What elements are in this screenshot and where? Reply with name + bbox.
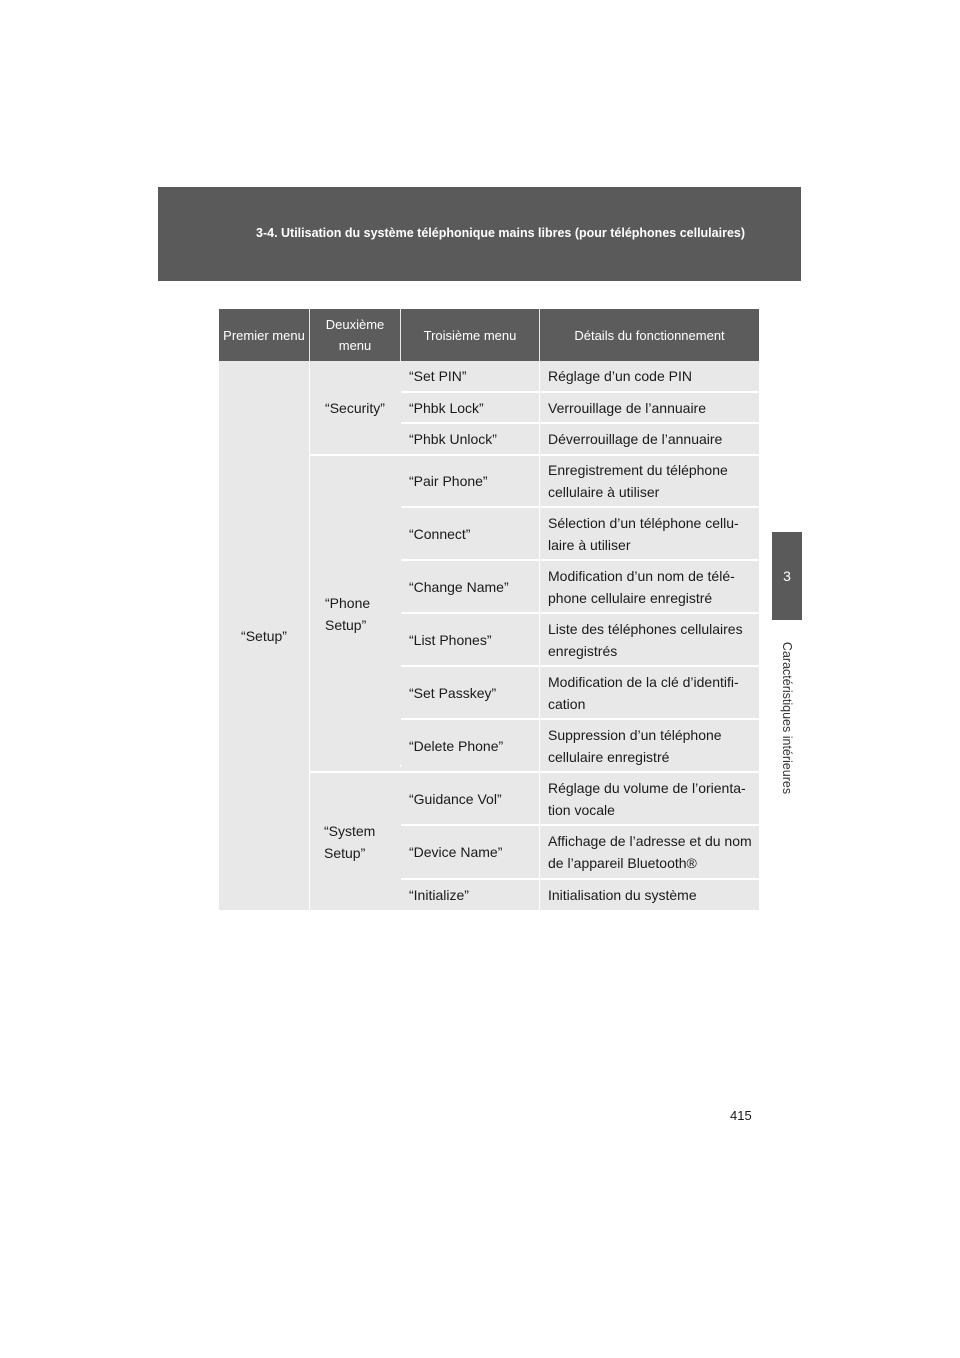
first-menu-cell bbox=[219, 361, 309, 910]
third-menu-cell: “List Phones” bbox=[409, 631, 492, 648]
details-cell: Modification de la clé d’identifi-cation bbox=[548, 673, 739, 712]
column-header-third-menu: Troisième menu bbox=[401, 309, 539, 361]
third-menu-cell: “Pair Phone” bbox=[409, 473, 488, 489]
third-menu-cell: “Initialize” bbox=[409, 887, 469, 903]
second-menu-label: “System Setup” bbox=[324, 822, 376, 861]
second-menu-cell bbox=[310, 456, 400, 771]
column-header-details: Détails du fonctionnement bbox=[540, 309, 759, 361]
details-cell: Suppression d’un téléphone cellulaire enregistré bbox=[548, 726, 722, 765]
column-header-first-menu: Premier menu bbox=[219, 309, 309, 361]
chapter-side-label: Caractéristiques intérieures bbox=[780, 641, 794, 795]
chapter-number-tab bbox=[772, 532, 802, 620]
details-cell: Affichage de l’adresse et du nom de l’appareil Bluetooth® bbox=[548, 833, 752, 871]
third-menu-cell: “Set Passkey” bbox=[409, 684, 497, 701]
details-cell: Réglage d’un code PIN bbox=[548, 368, 692, 384]
second-menu-label: “Security” bbox=[325, 399, 385, 416]
page-number: 415 bbox=[730, 1108, 752, 1123]
details-cell: Initialisation du système bbox=[548, 887, 697, 903]
details-cell: Enregistrement du téléphone cellulaire à utiliser bbox=[548, 462, 728, 500]
third-menu-cell: “Phbk Lock” bbox=[409, 399, 484, 416]
column-divider bbox=[539, 361, 540, 910]
details-cell: Réglage du volume de l’orienta-tion vocale bbox=[548, 779, 746, 818]
group-divider bbox=[400, 765, 401, 767]
second-menu-cell bbox=[310, 773, 400, 910]
chapter-number: 3 bbox=[783, 568, 791, 584]
details-cell: Liste des téléphones cellulaires enregistrés bbox=[548, 620, 743, 659]
first-menu-label: “Setup” bbox=[241, 627, 287, 644]
third-menu-cell: “Delete Phone” bbox=[409, 737, 504, 754]
second-menu-cell bbox=[310, 361, 400, 454]
menu-table bbox=[219, 309, 759, 910]
second-menu-label: “Phone Setup” bbox=[325, 594, 371, 633]
column-header-second-menu: Deuxième menu bbox=[310, 309, 400, 361]
third-menu-cell: “Device Name” bbox=[409, 844, 503, 860]
third-menu-cell: “Change Name” bbox=[409, 578, 509, 595]
third-menu-cell: “Guidance Vol” bbox=[409, 790, 502, 807]
details-cell: Modification d’un nom de télé-phone cellulaire enregistré bbox=[548, 567, 735, 606]
third-menu-cell: “Phbk Unlock” bbox=[409, 431, 497, 447]
third-menu-cell: “Set PIN” bbox=[409, 368, 467, 384]
third-menu-cell: “Connect” bbox=[409, 525, 471, 542]
details-cell: Déverrouillage de l’annuaire bbox=[548, 431, 723, 447]
chapter-title: 3-4. Utilisation du système téléphonique mains libres (pour téléphones cellulaires) bbox=[256, 226, 746, 240]
details-cell: Sélection d’un téléphone cellu-laire à utiliser bbox=[548, 514, 739, 553]
details-cell: Verrouillage de l’annuaire bbox=[548, 399, 706, 416]
